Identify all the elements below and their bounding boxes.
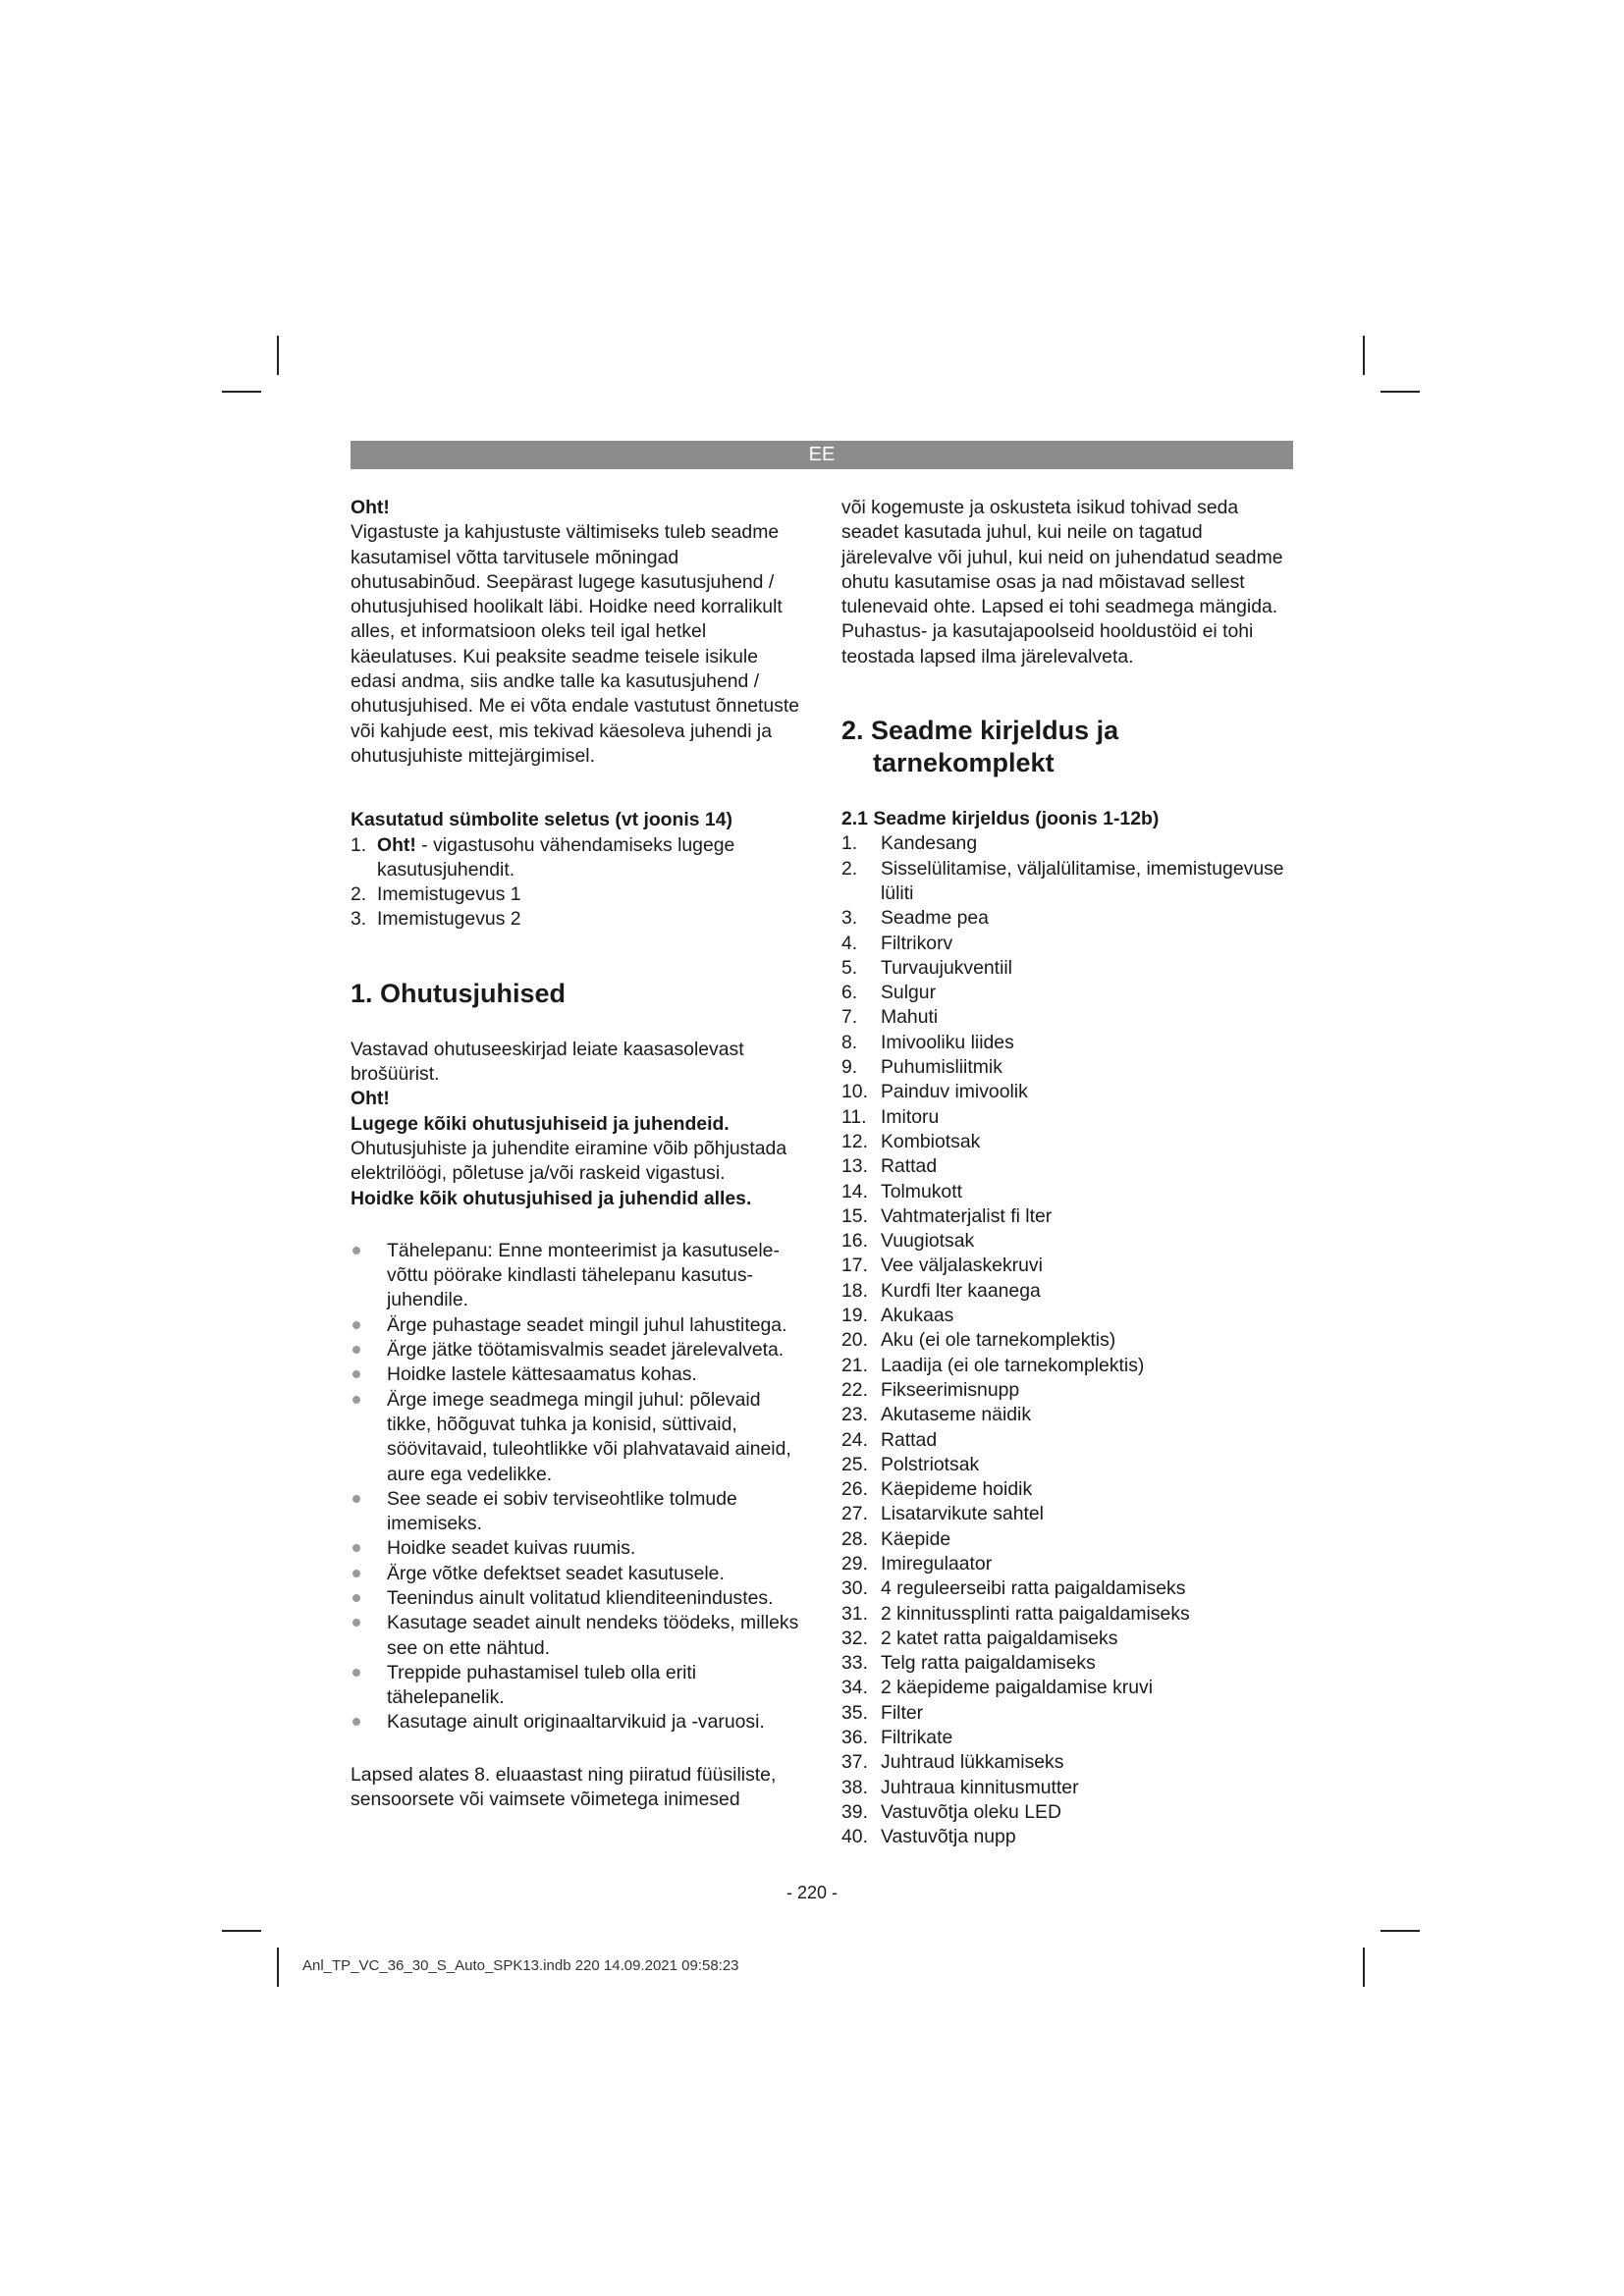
parts-list — [841, 831, 1295, 1849]
part-item: 26. Käepideme hoidik — [841, 1478, 1033, 1501]
bullet-dot-icon — [352, 1570, 360, 1577]
part-item: 15. Vahtmaterjalist fi lter — [841, 1204, 1053, 1227]
symbol-item: 3. Imemistugevus 2 — [351, 908, 521, 931]
safety-bullet: Ärge jätke töötamisvalmis seadet järelevalveta. — [351, 1338, 804, 1362]
part-item: 12. Kombiotsak — [841, 1130, 981, 1152]
part-item: 10. Painduv imivoolik — [841, 1081, 1028, 1103]
safety-bullet: Ärge imege seadmega mingil juhul: põlevaid tikke, hõõguvat tuhka ja konisid, süttivaid, söövitavaid, tuleohtlikke või plahvatavaid aineid, aure ega vedelikke. — [351, 1388, 804, 1487]
symbol-item: 2. Imemistugevus 1 — [351, 883, 521, 906]
bullet-dot-icon — [352, 1247, 360, 1255]
safety-bullet: Tähelepanu: Enne monteerimist ja kasutuselevõttu pöörake kindlasti tähelepanu kasutusjuhendile. — [351, 1239, 804, 1313]
page-number: - 220 - — [785, 1883, 839, 1902]
crop-mark — [1380, 391, 1420, 393]
part-item: 28. Käepide — [841, 1527, 951, 1550]
part-item: 11. Imitoru — [841, 1105, 940, 1128]
part-item: 36. Filtrikate — [841, 1727, 953, 1749]
part-item: 9. Puhumisliitmik — [841, 1056, 1002, 1079]
part-item: 31. 2 kinnitussplinti ratta paigaldamiseks — [841, 1602, 1190, 1625]
part-item: 1. Kandesang — [841, 832, 978, 855]
part-item: 19. Akukaas — [841, 1305, 954, 1327]
safety-bullet: See seade ei sobiv terviseohtlike tolmude imemiseks. — [351, 1487, 804, 1537]
part-item: 40. Vastuvõtja nupp — [841, 1826, 1016, 1848]
part-item: 39. Vastuvõtja oleku LED — [841, 1800, 1061, 1823]
bullet-dot-icon — [352, 1718, 360, 1726]
children-paragraph-continued: või kogemuste ja oskusteta isikud tohivad seda seadet kasutada juhul, kui neile on tagatud järelevalve või juhul, kui neid on juhendatud seadme ohutu kasutamise osas ja nad mõistavad sellest tulenevaid ohte. Lapsed ei tohi seadmega mängida. Puhastus- ja kasutajapoolseid hooldustöid ei tohi teostada lapsed ilma järelevalveta. — [841, 497, 1283, 667]
safety-bullet: Kasutage seadet ainult nendeks töödeks, milleks see on ette nähtud. — [351, 1611, 804, 1661]
bullet-dot-icon — [352, 1321, 360, 1329]
language-header-bar: EE — [351, 441, 1293, 469]
part-item: 33. Telg ratta paigaldamiseks — [841, 1652, 1096, 1675]
part-item: 5. Turvaujukventiil — [841, 956, 1012, 979]
part-item: 35. Filter — [841, 1701, 924, 1724]
crop-mark — [222, 391, 261, 393]
bullet-dot-icon — [352, 1396, 360, 1404]
part-item: 13. Rattad — [841, 1155, 938, 1178]
children-paragraph: Lapsed alates 8. eluaastast ning piiratud füüsiliste, sensoorsete või vaimsete võimetega inimesed — [351, 1763, 777, 1811]
read-all-instructions: Lugege kõiki ohutusjuhiseid ja juhendeid. — [351, 1112, 730, 1135]
bullet-dot-icon — [352, 1619, 360, 1627]
part-item: 18. Kurdfi lter kaanega — [841, 1279, 1041, 1302]
part-item: 32. 2 katet ratta paigaldamiseks — [841, 1627, 1118, 1649]
part-item: 23. Akutaseme näidik — [841, 1404, 1032, 1426]
left-column — [351, 496, 804, 1812]
danger-title: Oht! — [351, 497, 390, 518]
part-item: 30. 4 reguleerseibi ratta paigaldamiseks — [841, 1577, 1186, 1600]
bullet-dot-icon — [352, 1544, 360, 1552]
part-item: 6. Sulgur — [841, 982, 937, 1004]
symbol-item: 1. Oht! - vigastusohu vähendamiseks lugege kasutusjuhendit. — [351, 833, 735, 881]
crop-mark — [222, 1930, 261, 1932]
part-item: 21. Laadija (ei ole tarnekomplektis) — [841, 1354, 1145, 1376]
safety-bullet: Hoidke lastele kättesaamatus kohas. — [351, 1362, 804, 1387]
keep-all-instructions: Hoidke kõik ohutusjuhised ja juhendid alles. — [351, 1187, 752, 1209]
part-item: 17. Vee väljalaskekruvi — [841, 1255, 1043, 1277]
crop-mark — [1363, 336, 1365, 375]
part-item: 14. Tolmukott — [841, 1180, 962, 1202]
bullet-dot-icon — [352, 1346, 360, 1354]
part-item: 7. Mahuti — [841, 1006, 939, 1029]
bullet-dot-icon — [352, 1370, 360, 1378]
danger-title-2: Oht! — [351, 1088, 390, 1110]
part-item: 16. Vuugiotsak — [841, 1230, 975, 1253]
safety-bullet: Kasutage ainult originaaltarvikuid ja -varuosi. — [351, 1710, 804, 1735]
crop-mark — [1380, 1930, 1420, 1932]
safety-reference: Vastavad ohutuseeskirjad leiate kaasasolevast brošüürist. — [351, 1038, 744, 1086]
part-item: 37. Juhtraud lükkamiseks — [841, 1751, 1064, 1774]
part-item: 38. Juhtraua kinnitusmutter — [841, 1776, 1079, 1798]
crop-mark — [1363, 1948, 1365, 1987]
safety-bullet: Ärge puhastage seadet mingil juhul lahustitega. — [351, 1313, 804, 1338]
crop-mark — [277, 336, 279, 375]
bullet-dot-icon — [352, 1495, 360, 1503]
part-item: 25. Polstriotsak — [841, 1453, 980, 1475]
part-item: 20. Aku (ei ole tarnekomplektis) — [841, 1329, 1116, 1352]
part-item: 3. Seadme pea — [841, 907, 989, 930]
section-1-title: 1. Ohutusjuhised — [351, 978, 567, 1008]
symbols-title: Kasutatud sümbolite seletus (vt joonis 14) — [351, 809, 732, 831]
bullet-dot-icon — [352, 1669, 360, 1677]
part-item: 29. Imiregulaator — [841, 1552, 993, 1575]
warning-text: Ohutusjuhiste ja juhendite eiramine võib põhjustada elektrilöögi, põletuse ja/või raskeid vigastusi. — [351, 1137, 787, 1185]
part-item: 4. Filtrikorv — [841, 932, 953, 954]
part-item: 24. Rattad — [841, 1428, 938, 1451]
safety-bullet: Treppide puhastamisel tuleb olla eriti tähelepanelik. — [351, 1661, 804, 1711]
crop-mark — [277, 1948, 279, 1987]
intro-paragraph: Vigastuste ja kahjustuste vältimiseks tuleb seadme kasutamisel võtta tarvitusele mõningad ohutusabinõud. Seepärast lugege kasutusjuhend / ohutusjuhised hoolikalt läbi. Hoidke need korralikult alles, et informatsioon oleks teil igal hetkel käeulatuses. Kui peaksite seadme teisele isikule edasi andma, siis andke talle ka kasutusjuhend / ohutusjuhised. Me ei võta endale vastutust õnnetuste või kahjude eest, mis tekivad käesoleva juhendi ja ohutusjuhiste mittejärgimisel. — [351, 521, 800, 767]
part-item: 34. 2 käepideme paigaldamise kruvi — [841, 1677, 1154, 1699]
right-column — [841, 496, 1295, 1850]
print-footer: Anl_TP_VC_36_30_S_Auto_SPK13.indb 220 14.09.2021 09:58:23 — [302, 1957, 739, 1974]
bullet-dot-icon — [352, 1594, 360, 1602]
part-item: 2. Sisselülitamise, väljalülitamise, imemistugevuse lüliti — [841, 857, 1284, 904]
part-item: 8. Imivooliku liides — [841, 1031, 1014, 1053]
subsection-2-1-title: 2.1 Seadme kirjeldus (joonis 1-12b) — [841, 808, 1160, 830]
section-2-title: 2. Seadme kirjeldus ja tarnekomplekt — [841, 716, 1119, 778]
safety-bullet: Hoidke seadet kuivas ruumis. — [351, 1536, 804, 1561]
safety-bullet: Ärge võtke defektset seadet kasutusele. — [351, 1562, 804, 1586]
part-item: 22. Fikseerimisnupp — [841, 1378, 1020, 1401]
part-item: 27. Lisatarvikute sahtel — [841, 1503, 1044, 1525]
safety-bullet: Teenindus ainult volitatud klienditeenindustes. — [351, 1586, 804, 1611]
